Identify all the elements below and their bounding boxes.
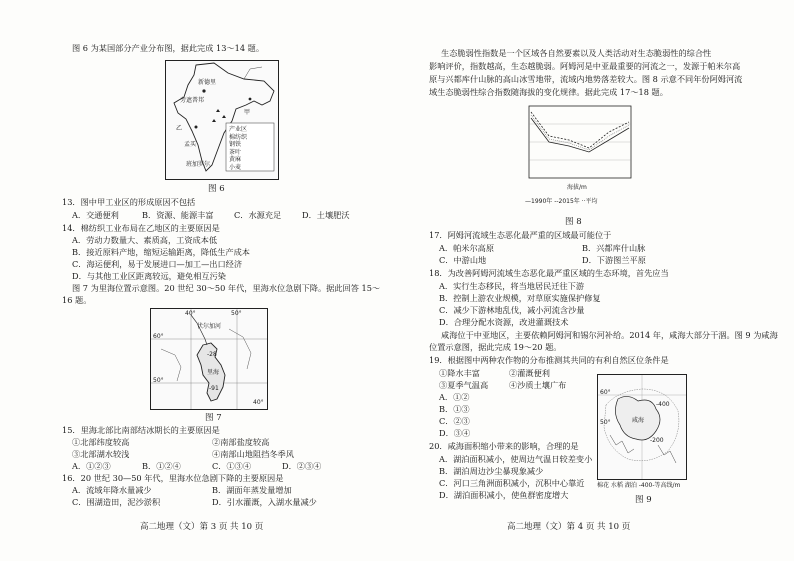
left-page-footer: 高二地理（文）第 3 页 共 10 页	[140, 522, 264, 532]
q20-option-c: C．河口三角洲面积减小，沉积中心靠近	[439, 478, 585, 488]
fig9-lat-60: 60°	[600, 389, 611, 396]
q19-statement-2: ②灌溉便利	[509, 368, 550, 378]
fig7-lat-50: 50°	[153, 377, 164, 384]
fig7-label-volga: 伏尔加河	[197, 323, 222, 330]
q20-stem: 20．咸海面积缩小带来的影响，合理的是	[429, 441, 579, 451]
q19-statement-3: ③夏季气温高	[439, 380, 489, 390]
fig9-contour-200: -200	[650, 437, 664, 444]
right-page-footer: 高二地理（文）第 4 页 共 10 页	[507, 522, 631, 532]
q13-stem: 13．图中甲工业区的形成原因不包括	[62, 197, 196, 207]
q16-option-b: B．湖面年蒸发量增加	[212, 485, 292, 495]
fig7-lon-40: 40°	[185, 310, 196, 317]
fig6-label-mumbai: 孟买	[184, 141, 197, 148]
q13-option-d: D．土壤肥沃	[302, 210, 350, 220]
q15-statement-4: ④南部山地阻挡冬季风	[212, 449, 294, 459]
q15-statement-1: ①北部纬度较高	[72, 437, 130, 447]
q18-option-a: A．实行生态移民，将当地居民迁往下游	[439, 281, 585, 291]
fig9-label-aral: 咸海	[632, 417, 645, 424]
q19-option-d: D．③④	[439, 428, 471, 438]
q13-option-c: C．水源充足	[234, 210, 282, 220]
q19-statement-1: ①降水丰富	[439, 368, 480, 378]
q14-option-d: D．与其他工业区距离较远，避免相互污染	[72, 271, 226, 281]
intro-fig8-line1: 生态脆弱性指数是一个区域各自然要素以及人类活动对生态脆弱性的综合性	[441, 48, 712, 58]
q15-option-b: B．①②④	[142, 461, 181, 471]
q15-stem: 15．里海北部比南部结冰期长的主要原因是	[62, 425, 220, 435]
q16-stem: 16．20 世纪 30—50 年代，里海水位急剧下降的主要原因是	[62, 473, 284, 483]
fig6-label-delhi: 新德里	[198, 79, 217, 86]
q20-option-d: D．湖泊面积减小，使鱼群密度增大	[439, 490, 569, 500]
q17-option-b: B．兴都库什山脉	[582, 243, 646, 253]
q20-option-b: B．湖泊周边沙尘暴现象减少	[439, 466, 544, 476]
fig7-depth-91: -91	[209, 385, 219, 392]
fig8-xlabel: 海拔/m	[567, 184, 587, 191]
q17-option-d: D．下游图兰平原	[582, 255, 646, 265]
q14-option-b: B．接近原料产地，缩短运输距离，降低生产成本	[72, 247, 250, 257]
q19-option-a: A．①②	[439, 392, 470, 402]
q16-option-a: A．流域年降水量减少	[72, 485, 152, 495]
intro-fig7-line2: 16 题。	[62, 295, 92, 305]
fig7-caption: 图 7	[205, 413, 222, 423]
fig8-legend: —1990年 --2015年 ··平均	[525, 198, 598, 205]
q15-statement-2: ②南部盐度较高	[212, 437, 270, 447]
q14-option-a: A．劳动力数量大、素质高，工资成本低	[72, 235, 218, 245]
q19-statement-4: ④沙质土壤广布	[509, 380, 567, 390]
fig6-label-punjab: 旁遮普邦	[180, 97, 205, 104]
q18-option-c: C．减少下游林地乱伐，减小河流含沙量	[439, 305, 585, 315]
figure-9-map	[597, 374, 687, 480]
fig6-legend: 产业区 棉纺织 钢铁 茶叶 黄麻 小麦	[229, 126, 248, 171]
q15-option-d: D．②③④	[282, 461, 322, 471]
fig7-depth-28: -28	[207, 351, 217, 358]
intro-fig8-line3: 原与兴都库什山脉的高山冰雪地带，流域内地势落差较大。图 8 示意不同年份阿姆河流	[429, 74, 743, 84]
fig6-label-jia: 甲	[244, 109, 251, 116]
fig9-caption: 图 9	[635, 495, 652, 505]
fig9-legend: 棉花 水稻 湖泊 -400-等高线/m	[597, 482, 681, 489]
q18-option-b: B．控制上游农业规模，对草原实施保护修复	[439, 293, 601, 303]
intro-fig8-line4: 域生态脆弱性综合指数随海拔的变化规律。据此完成 17～18 题。	[429, 87, 668, 97]
q15-option-c: C．①③④	[212, 461, 252, 471]
intro-fig9-line2: 位置示意图，据此完成 19～20 题。	[429, 342, 562, 352]
fig7-label-caspian: 里海	[207, 369, 220, 376]
q13-option-a: A．交通便利	[72, 210, 119, 220]
fig6-label-bangalore: 班加罗尔	[186, 161, 211, 168]
q16-option-d: D．引水灌溉，入湖水量减少	[212, 497, 317, 507]
q17-option-a: A．帕米尔高原	[439, 243, 495, 253]
q19-option-b: B．①③	[439, 404, 470, 414]
fig8-caption: 图 8	[565, 217, 582, 227]
fig9-lat-50: 50°	[600, 419, 611, 426]
figure-8-chart	[515, 102, 635, 210]
q16-option-c: C．围湖造田，泥沙淤积	[72, 497, 161, 507]
intro-fig9-line1: 咸海位于中亚地区，主要依赖阿姆河和锡尔河补给。2014 年，咸海大部分干涸。图 9 为咸海	[441, 330, 778, 340]
q14-stem: 14．棉纺织工业布局在乙地区的主要原因是	[62, 223, 220, 233]
fig6-caption: 图 6	[208, 184, 225, 194]
q15-statement-3: ③北部湖水较浅	[72, 449, 130, 459]
q13-option-b: B．资源、能源丰富	[142, 210, 214, 220]
intro-fig7-line1: 图 7 为里海位置示意图。20 世纪 30～50 年代，里海水位急剧下降。据此回答 15～	[72, 283, 381, 293]
q17-stem: 17．阿姆河流域生态恶化最严重的区域最可能位于	[429, 230, 612, 240]
q17-option-c: C．中游山地	[439, 255, 487, 265]
figure-7-map	[150, 308, 268, 410]
q20-option-a: A．湖泊面积减小，使周边气温日较差变小	[439, 454, 593, 464]
q15-option-a: A．①②③	[72, 461, 111, 471]
q14-option-c: C．海运便利，易于发展进口—加工—出口经济	[72, 259, 243, 269]
q19-option-c: C．②③	[439, 416, 470, 426]
fig7-lat-40: 40°	[253, 399, 264, 406]
fig9-contour-400: -400	[656, 401, 670, 408]
fig6-label-yi: 乙	[176, 125, 183, 132]
fig7-lat-60: 60°	[153, 333, 164, 340]
q19-stem: 19．根据图中两种农作物的分布推测其共同的有利自然区位条件是	[429, 355, 669, 365]
intro-fig6: 图 6 为某国部分产业分布图，据此完成 13～14 题。	[72, 43, 265, 53]
right-page	[397, 0, 794, 561]
intro-fig8-line2: 影响评价，指数越高，生态越脆弱。阿姆河是中亚最重要的河流之一，发源于帕米尔高	[429, 61, 741, 71]
fig7-lon-50: 50°	[231, 310, 242, 317]
q18-stem: 18．为改善阿姆河流域生态恶化最严重区域的生态环境，首先应当	[429, 268, 669, 278]
q18-option-d: D．合理分配水资源，改进灌溉技术	[439, 317, 569, 327]
figure-6-map	[165, 60, 279, 180]
